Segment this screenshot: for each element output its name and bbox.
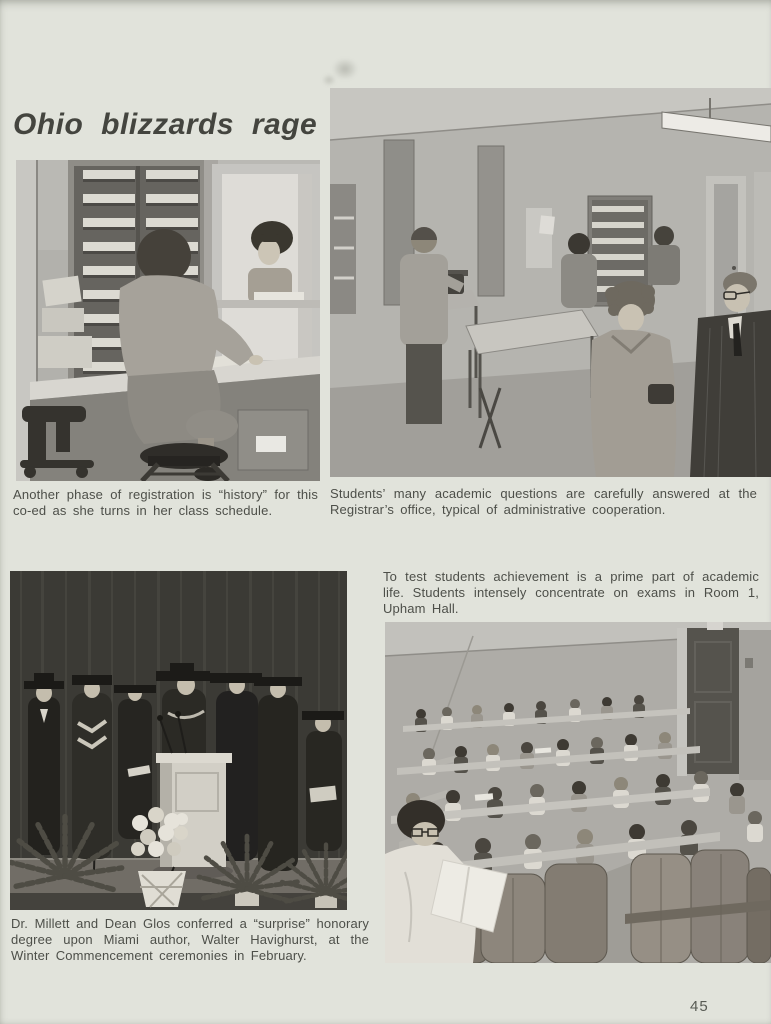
photo-commencement-image [10, 571, 347, 910]
caption-commencement: Dr. Millett and Dean Glos conferred a “surprise” honorary degree upon Miami author, Walter Havighurst, at the Winter Commencement ceremonies in February. [11, 916, 369, 963]
page-number: 45 [690, 998, 709, 1015]
lecture-hall-door [677, 622, 771, 780]
scan-smudge [332, 58, 358, 80]
photo-registration [16, 160, 320, 481]
photo-exam-hall-image [385, 622, 771, 963]
caption-registration: Another phase of registration is “history” for this co-ed as she turns in her class schedule. [13, 487, 318, 518]
page-title: Ohio blizzards rage [13, 108, 318, 141]
photo-registration-image [16, 160, 320, 481]
caption-registrar-office: Students’ many academic questions are carefully answered at the Registrar’s office, typical of administrative cooperation. [330, 486, 757, 517]
photo-registrar-image [330, 88, 771, 477]
photo-commencement [10, 571, 347, 910]
scan-smudge-small [322, 74, 336, 86]
photo-registrar-office [330, 88, 771, 477]
photo-exam-hall [385, 622, 771, 963]
caption-exam-hall: To test students achievement is a prime part of academic life. Students intensely concentrate on exams in Room 1, Upham Hall. [383, 569, 759, 616]
